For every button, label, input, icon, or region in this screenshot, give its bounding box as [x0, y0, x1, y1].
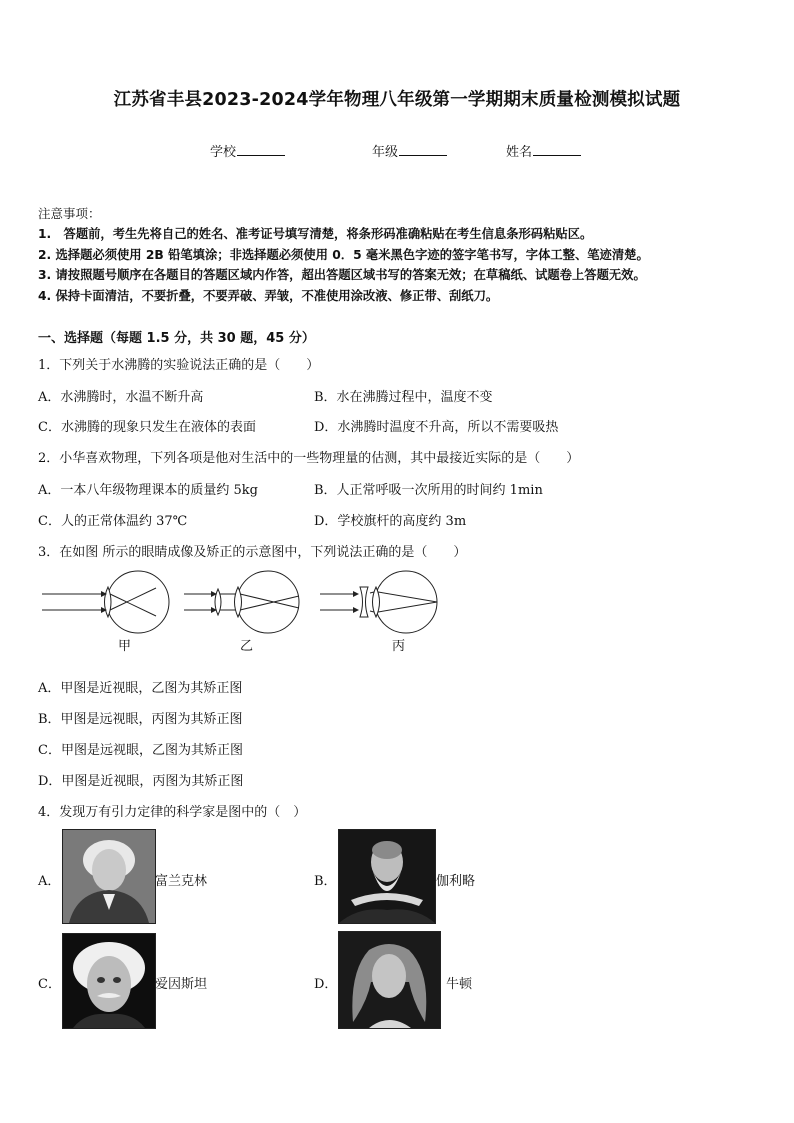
school-blank[interactable]: [237, 143, 285, 156]
paper-title: 江苏省丰县2023-2024学年物理八年级第一学期期末质量检测模拟试题: [113, 90, 681, 110]
eye-diagram: [38, 566, 458, 658]
eye-bing: [320, 571, 437, 633]
question-1-option-c[interactable]: C．水沸腾的现象只发生在液体的表面: [38, 420, 256, 435]
portrait-franklin: [62, 829, 156, 924]
note-item: 1. 答题前，考生先将自己的姓名、准考证号填写清楚，将条形码准确粘贴在考生信息条形码粘贴区。: [38, 227, 593, 241]
eye-label-bing: 丙: [392, 639, 406, 654]
question-4-option-c[interactable]: C．: [38, 977, 61, 992]
question-1-option-b[interactable]: B．水在沸腾过程中，温度不变: [314, 390, 493, 405]
question-4-stem: 4．发现万有引力定律的科学家是图中的（ ）: [38, 805, 307, 820]
question-2-option-d[interactable]: D．学校旗杆的高度约 3m: [314, 514, 467, 529]
question-2-option-b[interactable]: B．人正常呼吸一次所用的时间约 1min: [314, 483, 543, 498]
question-4-option-d[interactable]: D．: [314, 977, 338, 992]
question-4-option-a[interactable]: A．: [38, 874, 61, 889]
question-1-stem: 1．下列关于水沸腾的实验说法正确的是（ ）: [38, 358, 320, 373]
question-2-option-c[interactable]: C．人的正常体温约 37℃: [38, 514, 188, 529]
question-1-option-a[interactable]: A．水沸腾时，水温不断升高: [38, 390, 204, 405]
eye-jia: [42, 571, 169, 633]
eye-label-yi: 乙: [240, 639, 254, 654]
notes-heading: 注意事项：: [38, 206, 101, 221]
portrait-galileo: [338, 829, 436, 924]
question-3-option-c[interactable]: C．甲图是远视眼，乙图为其矫正图: [38, 743, 243, 758]
section-heading: 一、选择题（每题 1.5 分，共 30 题，45 分）: [38, 331, 315, 346]
school-field: 学校: [210, 141, 285, 160]
portrait-einstein: [62, 933, 156, 1029]
question-2-stem: 2．小华喜欢物理，下列各项是他对生活中的一些物理量的估测，其中最接近实际的是（ ）: [38, 451, 580, 466]
portrait-newton: [338, 931, 441, 1029]
question-3-option-b[interactable]: B．甲图是远视眼，丙图为其矫正图: [38, 712, 243, 727]
name-field: 姓名: [506, 141, 581, 160]
question-3-stem: 3．在如图 所示的眼睛成像及矫正的示意图中，下列说法正确的是（ ）: [38, 545, 467, 560]
question-4-option-c-name: 爱因斯坦: [155, 977, 208, 992]
question-3-option-d[interactable]: D．甲图是近视眼，丙图为其矫正图: [38, 774, 244, 789]
eye-label-jia: 甲: [118, 639, 132, 654]
question-4-option-b-name: 伽利略: [436, 874, 476, 889]
name-blank[interactable]: [533, 143, 581, 156]
note-item: 2. 选择题必须使用 2B 铅笔填涂；非选择题必须使用 0．5 毫米黑色字迹的签字笔书写，字体工整、笔迹清楚。: [38, 248, 649, 262]
question-4-option-d-name: 牛顿: [446, 977, 473, 992]
note-item: 3. 请按照题号顺序在各题目的答题区域内作答，超出答题区域书写的答案无效；在草稿纸、试题卷上答题无效。: [38, 268, 646, 282]
question-3-option-a[interactable]: A．甲图是近视眼，乙图为其矫正图: [38, 681, 243, 696]
eye-yi: [184, 571, 299, 633]
question-2-option-a[interactable]: A．一本八年级物理课本的质量约 5kg: [38, 483, 258, 498]
grade-field: 年级: [372, 141, 447, 160]
question-4-option-b[interactable]: B．: [314, 874, 337, 889]
question-4-option-a-name: 富兰克林: [155, 874, 208, 889]
grade-blank[interactable]: [399, 143, 447, 156]
question-1-option-d[interactable]: D．水沸腾时温度不升高，所以不需要吸热: [314, 420, 559, 435]
note-item: 4. 保持卡面清洁，不要折叠，不要弄破、弄皱，不准使用涂改液、修正带、刮纸刀。: [38, 289, 499, 303]
